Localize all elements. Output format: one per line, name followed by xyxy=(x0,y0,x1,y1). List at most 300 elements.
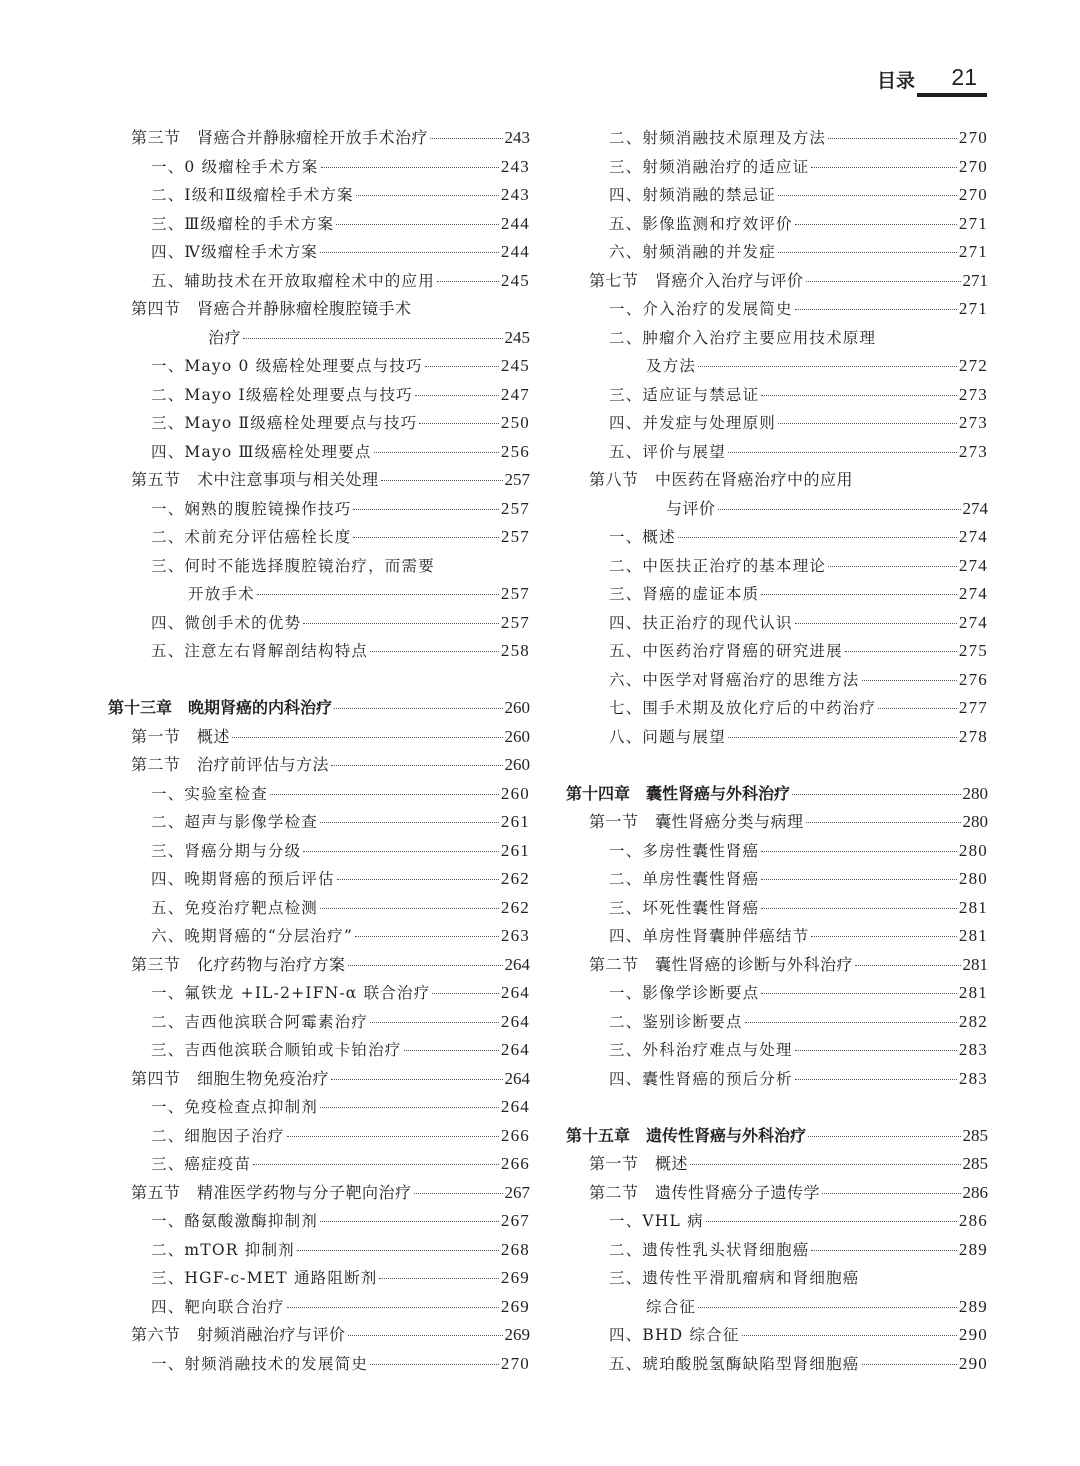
toc-item xyxy=(108,1207,530,1236)
toc-entry-title: 六、中医学对肾癌治疗的思维方法 xyxy=(609,670,860,689)
toc-entry-title: 四、囊性肾癌的预后分析 xyxy=(609,1069,793,1088)
toc-entry-title: 七、围手术期及放化疗后的中药治疗 xyxy=(609,699,877,717)
toc-leader-dots xyxy=(806,822,961,823)
toc-entry-page: 260 xyxy=(504,698,530,717)
toc-entry-page: 258 xyxy=(500,641,530,660)
toc-entry-page: 257 xyxy=(500,527,530,546)
toc-entry-page: 261 xyxy=(500,840,530,860)
toc-leader-dots xyxy=(855,965,960,966)
toc-entry-page: 281 xyxy=(958,983,988,1002)
toc-leader-dots xyxy=(690,1164,960,1165)
toc-entry-title: 二、超声与影像学检查 xyxy=(151,813,319,831)
toc-entry-title: 二、中医扶正治疗的基本理论 xyxy=(609,556,827,575)
toc-leader-dots xyxy=(828,566,957,567)
toc-entry-title: 综合征 xyxy=(646,1297,697,1316)
toc-section xyxy=(566,267,988,296)
toc-leader-dots xyxy=(808,1136,960,1137)
toc-entry-title: 五、免疫治疗靶点检测 xyxy=(151,898,319,917)
toc-entry-page: 270 xyxy=(958,156,988,176)
toc-section xyxy=(108,751,530,780)
toc-entry-page: 282 xyxy=(958,1011,988,1031)
toc-entry-title: 二、mTOR 抑制剂 xyxy=(151,1240,295,1259)
toc-leader-dots xyxy=(728,737,957,738)
toc-entry-title: 五、评价与展望 xyxy=(609,442,726,461)
toc-entry-page: 280 xyxy=(958,869,988,888)
toc-leader-dots xyxy=(430,138,502,139)
toc-entry-title: 二、射频消融技术原理及方法 xyxy=(609,129,827,147)
toc-leader-dots xyxy=(287,1136,499,1137)
toc-item xyxy=(566,1293,988,1322)
toc-section xyxy=(108,466,530,495)
toc-item xyxy=(566,552,988,581)
toc-leader-dots xyxy=(761,851,957,852)
toc-section xyxy=(108,723,530,752)
toc-entry-page: 286 xyxy=(962,1182,988,1202)
toc-section xyxy=(566,495,988,524)
toc-leader-dots xyxy=(778,423,957,424)
toc-entry-page: 270 xyxy=(958,128,988,147)
toc-entry-title: 三、外科治疗难点与处理 xyxy=(609,1041,793,1059)
toc-leader-dots xyxy=(303,623,499,624)
toc-item xyxy=(566,1065,988,1094)
toc-entry-title: 四、靶向联合治疗 xyxy=(151,1297,285,1316)
toc-leader-dots xyxy=(845,651,957,652)
toc-item xyxy=(108,181,530,210)
toc-entry-page: 275 xyxy=(958,641,988,660)
toc-item xyxy=(108,523,530,552)
toc-leader-dots xyxy=(437,281,499,282)
toc-entry-page: 245 xyxy=(500,270,530,290)
toc-leader-dots xyxy=(728,452,957,453)
toc-item xyxy=(566,637,988,666)
toc-entry-title: 第四节 肾癌合并静脉瘤栓腹腔镜手术 xyxy=(131,299,412,318)
toc-entry-page: 271 xyxy=(958,299,988,318)
toc-item xyxy=(108,837,530,866)
toc-entry-page: 243 xyxy=(500,156,530,176)
toc-leader-dots xyxy=(415,395,499,396)
toc-entry-page: 244 xyxy=(500,213,530,233)
toc-leader-dots xyxy=(331,765,502,766)
toc-leader-dots xyxy=(356,195,499,196)
toc-entry-title: 第二节 治疗前评估与方法 xyxy=(131,755,330,774)
toc-entry-title: 三、适应证与禁忌证 xyxy=(609,385,760,404)
toc-item xyxy=(108,922,530,951)
toc-entry-title: 二、鉴别诊断要点 xyxy=(609,1012,743,1031)
toc-leader-dots xyxy=(806,281,961,282)
toc-entry-title: 五、影像监测和疗效评价 xyxy=(609,214,793,233)
toc-entry-page: 273 xyxy=(958,384,988,404)
toc-entry-page: 245 xyxy=(500,356,530,375)
toc-section xyxy=(108,951,530,980)
toc-entry-title: 一、影像学诊断要点 xyxy=(609,984,760,1002)
toc-leader-dots xyxy=(321,167,499,168)
toc-entry-page: 268 xyxy=(500,1239,530,1259)
toc-entry-page: 262 xyxy=(500,897,530,917)
toc-item xyxy=(108,352,530,381)
toc-entry-title: 一、多房性囊性肾癌 xyxy=(609,841,760,860)
toc-item xyxy=(108,153,530,182)
toc-leader-dots xyxy=(348,965,503,966)
toc-leader-dots xyxy=(792,794,960,795)
toc-item xyxy=(566,124,988,153)
toc-entry-title: 三、Mayo Ⅱ级癌栓处理要点与技巧 xyxy=(151,414,418,432)
toc-section xyxy=(108,1179,530,1208)
toc-item xyxy=(566,1207,988,1236)
toc-entry-title: 第三节 化疗药物与治疗方案 xyxy=(131,954,346,974)
toc-item xyxy=(566,865,988,894)
toc-leader-dots xyxy=(370,1364,499,1365)
toc-entry-title: 第四节 细胞生物免疫治疗 xyxy=(131,1068,330,1088)
toc-entry-title: 八、问题与展望 xyxy=(609,727,726,746)
page-header xyxy=(747,66,987,96)
toc-entry-page: 274 xyxy=(958,584,988,603)
toc-leader-dots xyxy=(811,936,956,937)
toc-item xyxy=(108,894,530,923)
toc-item xyxy=(108,238,530,267)
toc-entry-page: 271 xyxy=(958,242,988,261)
toc-entry-title: 二、单房性囊性肾癌 xyxy=(609,870,760,888)
toc-item xyxy=(108,609,530,638)
toc-leader-dots xyxy=(795,224,957,225)
toc-leader-dots xyxy=(379,1278,498,1279)
toc-entry-title: 第一节 概述 xyxy=(589,1154,689,1173)
toc-item xyxy=(566,837,988,866)
toc-item xyxy=(108,1122,530,1151)
toc-item xyxy=(108,637,530,666)
toc-entry-page: 270 xyxy=(958,185,988,204)
toc-entry-title: 与评价 xyxy=(666,498,716,518)
toc-leader-dots xyxy=(320,252,499,253)
toc-entry-title: 二、术前充分评估癌栓长度 xyxy=(151,528,352,546)
toc-entry-title: 第六节 射频消融治疗与评价 xyxy=(131,1325,346,1344)
toc-item xyxy=(566,238,988,267)
toc-entry-title: 第二节 囊性肾癌的诊断与外科治疗 xyxy=(589,954,854,974)
toc-entry-title: 一、娴熟的腹腔镜操作技巧 xyxy=(151,499,352,518)
toc-entry-page: 290 xyxy=(958,1353,988,1373)
toc-entry-page: 243 xyxy=(500,185,530,204)
toc-leader-dots xyxy=(718,509,961,510)
toc-item xyxy=(566,153,988,182)
toc-entry-page: 264 xyxy=(504,1068,530,1088)
toc-section xyxy=(108,124,530,153)
toc-entry-title: 四、晚期肾癌的预后评估 xyxy=(151,870,335,888)
toc-entry-page: 283 xyxy=(958,1040,988,1059)
toc-entry-title: 第八节 中医药在肾癌治疗中的应用 xyxy=(589,470,854,489)
toc-entry-title: 第五节 精准医学药物与分子靶向治疗 xyxy=(131,1182,412,1202)
toc-item xyxy=(108,780,530,809)
toc-leader-dots xyxy=(419,423,499,424)
toc-entry-title: 三、何时不能选择腹腔镜治疗，而需要 xyxy=(151,556,435,575)
toc-entry-page: 266 xyxy=(500,1154,530,1173)
toc-entry-title: 三、吉西他滨联合顺铂或卡铂治疗 xyxy=(151,1041,402,1059)
toc-leader-dots xyxy=(257,594,499,595)
toc-leader-dots xyxy=(698,1307,957,1308)
toc-leader-dots xyxy=(742,1335,957,1336)
toc-leader-dots xyxy=(878,708,957,709)
toc-entry-page: 274 xyxy=(958,612,988,632)
toc-entry-title: 一、射频消融技术的发展简史 xyxy=(151,1354,369,1373)
toc-entry-title: 三、肾癌的虚证本质 xyxy=(609,585,760,603)
toc-entry-title: 一、免疫检查点抑制剂 xyxy=(151,1098,319,1116)
toc-leader-dots xyxy=(432,993,499,994)
toc-chapter xyxy=(108,694,530,723)
toc-entry-title: 四、并发症与处理原则 xyxy=(609,414,777,432)
toc-item xyxy=(108,1150,530,1179)
toc-entry-page: 281 xyxy=(962,954,988,974)
toc-entry-page: 277 xyxy=(958,698,988,717)
toc-item xyxy=(566,1036,988,1065)
toc-leader-dots xyxy=(778,195,957,196)
toc-leader-dots xyxy=(414,1193,503,1194)
toc-leader-dots xyxy=(698,366,957,367)
toc-entry-title: 一、氟铁龙 +IL-2+IFN-α 联合治疗 xyxy=(151,984,431,1002)
toc-leader-dots xyxy=(761,879,957,880)
toc-item xyxy=(566,1264,988,1293)
toc-entry-title: 二、Ⅰ级和Ⅱ级瘤栓手术方案 xyxy=(151,186,354,204)
toc-leader-dots xyxy=(404,1050,499,1051)
toc-item xyxy=(108,381,530,410)
toc-leader-dots xyxy=(320,1221,499,1222)
toc-item xyxy=(566,580,988,609)
toc-entry-title: 六、晚期肾癌的“分层治疗” xyxy=(151,927,353,945)
toc-leader-dots xyxy=(795,623,957,624)
toc-entry-title: 二、细胞因子治疗 xyxy=(151,1126,285,1145)
page-number: 21 xyxy=(951,64,977,90)
toc-leader-dots xyxy=(337,879,499,880)
toc-item xyxy=(108,495,530,524)
toc-entry-page: 276 xyxy=(958,669,988,689)
toc-entry-title: 四、射频消融的禁忌证 xyxy=(609,186,777,204)
toc-entry-page: 289 xyxy=(958,1296,988,1316)
toc-item xyxy=(566,409,988,438)
toc-entry-title: 四、单房性肾囊肿伴癌结节 xyxy=(609,927,810,945)
toc-entry-title: 开放手术 xyxy=(188,585,255,603)
toc-entry-title: 五、琥珀酸脱氢酶缺陷型肾细胞癌 xyxy=(609,1354,860,1373)
toc-entry-page: 289 xyxy=(958,1239,988,1259)
toc-entry-page: 271 xyxy=(958,213,988,233)
toc-leader-dots xyxy=(353,537,498,538)
toc-item xyxy=(566,694,988,723)
toc-leader-dots xyxy=(822,1193,960,1194)
toc-entry-page: 257 xyxy=(500,498,530,518)
toc-entry-title: 第七节 肾癌介入治疗与评价 xyxy=(589,270,804,290)
toc-entry-page: 250 xyxy=(500,413,530,432)
toc-entry-page: 260 xyxy=(500,783,530,803)
toc-entry-title: 二、肿瘤介入治疗主要应用技术原理 xyxy=(609,328,877,347)
toc-item xyxy=(108,1093,530,1122)
toc-entry-title: 三、肾癌分期与分级 xyxy=(151,841,302,860)
toc-entry-page: 243 xyxy=(504,128,530,147)
toc-entry-page: 278 xyxy=(958,726,988,746)
toc-entry-page: 262 xyxy=(500,869,530,888)
toc-item xyxy=(566,609,988,638)
toc-item xyxy=(108,1350,530,1379)
toc-entry-page: 269 xyxy=(500,1296,530,1316)
toc-entry-title: 四、Ⅳ级瘤栓手术方案 xyxy=(151,243,318,261)
toc-chapter xyxy=(566,780,988,809)
toc-leader-dots xyxy=(355,936,499,937)
toc-item xyxy=(566,1008,988,1037)
toc-section xyxy=(108,324,530,353)
toc-item xyxy=(108,1264,530,1293)
toc-item xyxy=(108,1293,530,1322)
toc-entry-title: 五、辅助技术在开放取瘤栓术中的应用 xyxy=(151,271,435,290)
toc-entry-title: 四、BHD 综合征 xyxy=(609,1326,740,1344)
toc-item xyxy=(566,210,988,239)
toc-leader-dots xyxy=(745,1022,957,1023)
toc-entry-page: 274 xyxy=(958,555,988,575)
toc-leader-dots xyxy=(336,224,499,225)
toc-entry-title: 五、中医药治疗肾癌的研究进展 xyxy=(609,642,843,660)
toc-leader-dots xyxy=(795,1050,957,1051)
toc-item xyxy=(566,324,988,353)
toc-entry-page: 267 xyxy=(504,1182,530,1202)
toc-entry-page: 285 xyxy=(962,1154,988,1173)
toc-entry-title: 四、Mayo Ⅲ级癌栓处理要点 xyxy=(151,442,372,461)
toc-leader-dots xyxy=(862,1364,957,1365)
toc-leader-dots xyxy=(381,480,503,481)
toc-entry-title: 六、射频消融的并发症 xyxy=(609,243,777,261)
toc-entry-page: 270 xyxy=(500,1353,530,1373)
toc-entry-page: 281 xyxy=(958,926,988,945)
toc-leader-dots xyxy=(778,252,957,253)
toc-item xyxy=(108,1236,530,1265)
toc-entry-title: 第十五章 遗传性肾癌与外科治疗 xyxy=(566,1125,807,1145)
toc-item xyxy=(566,979,988,1008)
toc-entry-page: 274 xyxy=(958,527,988,546)
toc-item xyxy=(566,523,988,552)
toc-item xyxy=(108,210,530,239)
toc-entry-title: 四、扶正治疗的现代认识 xyxy=(609,613,793,632)
toc-entry-page: 257 xyxy=(500,612,530,632)
toc-leader-dots xyxy=(353,509,498,510)
toc-item xyxy=(566,438,988,467)
toc-entry-title: 第二节 遗传性肾癌分子遗传学 xyxy=(589,1182,821,1202)
toc-leader-dots xyxy=(334,708,502,709)
header-label: 目录 xyxy=(876,70,915,92)
header-rule xyxy=(917,93,987,97)
toc-entry-title: 三、射频消融治疗的适应证 xyxy=(609,157,810,176)
toc-entry-title: 一、概述 xyxy=(609,528,676,546)
toc-section xyxy=(566,1179,988,1208)
toc-leader-dots xyxy=(761,908,957,909)
toc-entry-title: 二、遗传性乳头状肾细胞癌 xyxy=(609,1240,810,1259)
toc-item xyxy=(108,580,530,609)
toc-item xyxy=(108,1036,530,1065)
toc-entry-page: 244 xyxy=(500,242,530,261)
toc-entry-title: 及方法 xyxy=(646,357,697,375)
toc-leader-dots xyxy=(303,851,499,852)
toc-entry-title: 三、癌症疫苗 xyxy=(151,1155,252,1173)
toc-item xyxy=(566,381,988,410)
toc-entry-title: 第一节 概述 xyxy=(131,726,231,746)
toc-entry-page: 257 xyxy=(500,584,530,603)
toc-entry-page: 280 xyxy=(962,783,988,803)
toc-leader-dots xyxy=(761,594,957,595)
toc-section xyxy=(566,808,988,837)
toc-entry-title: 二、吉西他滨联合阿霉素治疗 xyxy=(151,1012,369,1031)
toc-item xyxy=(108,552,530,581)
toc-entry-page: 264 xyxy=(504,954,530,974)
toc-entry-page: 257 xyxy=(504,470,530,489)
toc-entry-page: 263 xyxy=(500,926,530,945)
toc-spacer xyxy=(566,1093,988,1122)
toc-entry-title: 四、微创手术的优势 xyxy=(151,613,302,632)
toc-section xyxy=(108,1321,530,1350)
toc-leader-dots xyxy=(761,993,957,994)
toc-entry-page: 290 xyxy=(958,1325,988,1344)
toc-leader-dots xyxy=(331,1079,502,1080)
toc-leader-dots xyxy=(706,1221,957,1222)
toc-item xyxy=(108,979,530,1008)
toc-entry-page: 280 xyxy=(958,840,988,860)
toc-item xyxy=(108,409,530,438)
toc-entry-title: 三、遗传性平滑肌瘤病和肾细胞癌 xyxy=(609,1269,860,1287)
toc-entry-page: 264 xyxy=(500,1011,530,1031)
toc-entry-title: 五、注意左右肾解剖结构特点 xyxy=(151,642,369,660)
toc-entry-page: 274 xyxy=(962,498,988,518)
toc-item xyxy=(108,808,530,837)
toc-entry-page: 267 xyxy=(500,1211,530,1230)
toc-entry-page: 285 xyxy=(962,1125,988,1145)
toc-entry-page: 283 xyxy=(958,1068,988,1088)
toc-leader-dots xyxy=(348,1335,503,1336)
toc-entry-page: 260 xyxy=(504,755,530,774)
toc-entry-title: 一、酪氨酸激酶抑制剂 xyxy=(151,1212,319,1230)
toc-entry-title: 一、0 级瘤栓手术方案 xyxy=(151,157,319,176)
toc-leader-dots xyxy=(320,908,499,909)
toc-entry-title: 一、介入治疗的发展简史 xyxy=(609,300,793,318)
toc-leader-dots xyxy=(828,138,957,139)
toc-item xyxy=(108,865,530,894)
toc-leader-dots xyxy=(374,452,499,453)
toc-spacer xyxy=(566,751,988,780)
toc-entry-title: 第五节 术中注意事项与相关处理 xyxy=(131,470,379,489)
toc-leader-dots xyxy=(320,1107,499,1108)
toc-leader-dots xyxy=(287,1307,499,1308)
toc-left-column xyxy=(108,124,530,1378)
toc-section xyxy=(566,951,988,980)
toc-entry-page: 256 xyxy=(500,441,530,461)
toc-entry-page: 266 xyxy=(500,1125,530,1145)
toc-leader-dots xyxy=(811,1250,956,1251)
toc-leader-dots xyxy=(243,338,502,339)
toc-item xyxy=(108,267,530,296)
toc-section xyxy=(108,1065,530,1094)
toc-leader-dots xyxy=(370,1022,499,1023)
toc-entry-title: 三、HGF-c-MET 通路阻断剂 xyxy=(151,1269,378,1287)
toc-entry-title: 一、实验室检查 xyxy=(151,784,268,803)
toc-right-column xyxy=(566,124,988,1378)
toc-entry-page: 260 xyxy=(504,726,530,746)
toc-item xyxy=(566,1236,988,1265)
toc-entry-page: 271 xyxy=(962,270,988,290)
toc-section xyxy=(566,1150,988,1179)
toc-leader-dots xyxy=(297,1250,499,1251)
toc-item xyxy=(566,1350,988,1379)
toc-entry-title: 一、VHL 病 xyxy=(609,1212,704,1230)
toc-item xyxy=(566,894,988,923)
toc-leader-dots xyxy=(270,794,499,795)
toc-entry-title: 第一节 囊性肾癌分类与病理 xyxy=(589,812,804,831)
toc-entry-page: 273 xyxy=(958,441,988,461)
toc-entry-page: 261 xyxy=(500,812,530,831)
toc-spacer xyxy=(108,666,530,695)
toc-entry-title: 三、Ⅲ级瘤栓的手术方案 xyxy=(151,214,335,233)
toc-entry-page: 269 xyxy=(504,1325,530,1344)
toc-item xyxy=(566,181,988,210)
toc-entry-title: 第十三章 晚期肾癌的内科治疗 xyxy=(108,698,333,717)
